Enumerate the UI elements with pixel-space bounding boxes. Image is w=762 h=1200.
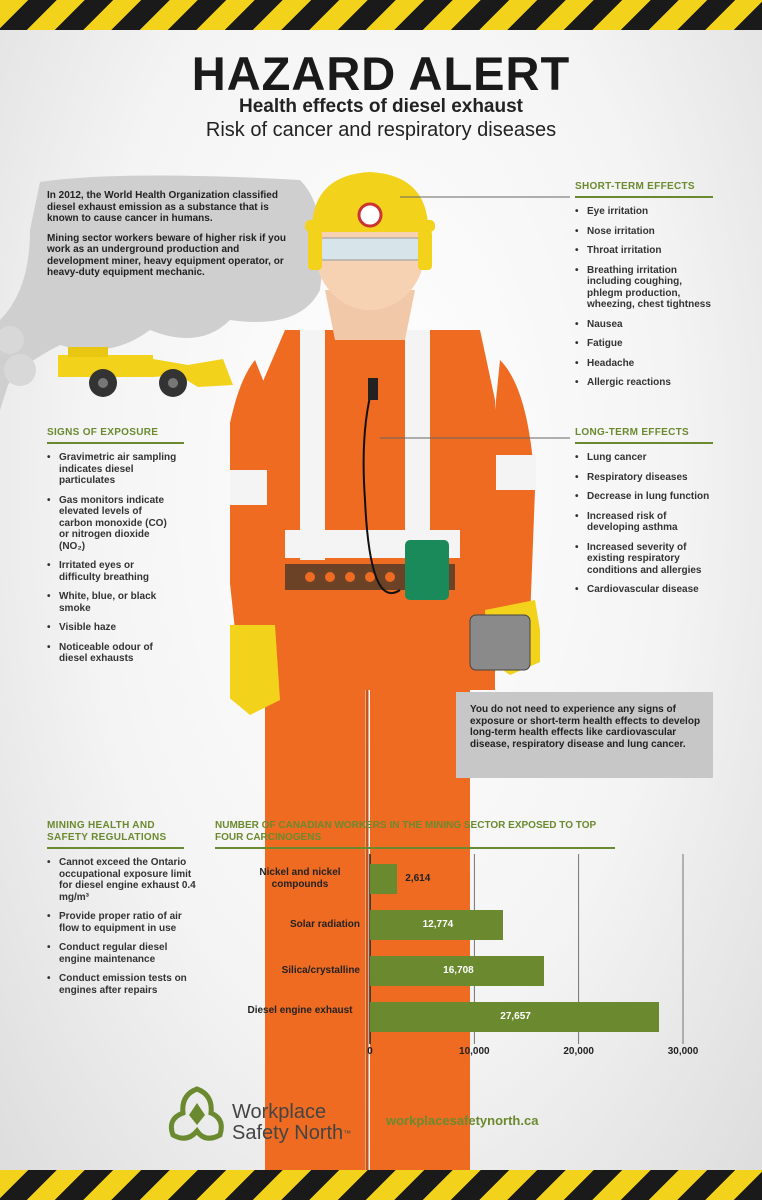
page-title: HAZARD ALERT [191, 47, 571, 100]
list-item: • Decrease in lung function [575, 491, 715, 503]
signs-of-exposure-heading: SIGNS OF EXPOSURE [47, 427, 184, 444]
intro-paragraph-2: Mining sector workers beware of higher risk if you work as an underground production and development miner, heavy equipment operator, or heavy-duty equipment mechanic. [47, 232, 286, 278]
list-item: • Respiratory diseases [575, 472, 715, 484]
warning-note-box: You do not need to experience any signs of exposure or short-term health effects to develop long-term health effects like cardiovascular disease, respiratory disease and lung cancer. [456, 692, 713, 778]
list-item: • Visible haze [47, 622, 177, 634]
list-item: • Gravimetric air sampling indicates diesel particulates [47, 452, 177, 487]
list-item: • Nose irritation [575, 226, 715, 238]
bar-category-label: Solar radiation [289, 919, 360, 930]
bar-category-label: Nickel and nickel compounds [259, 867, 341, 890]
list-item: • Eye irritation [575, 206, 715, 218]
bar-category-label: Diesel engine exhaust [247, 1005, 353, 1016]
list-item: • Conduct regular diesel engine maintenance [47, 942, 202, 965]
regulations-heading-line2: SAFETY REGULATIONS [47, 832, 167, 843]
bar-value-label: 27,657 [500, 1011, 531, 1022]
axis-tick-label: 10,000 [459, 1046, 490, 1057]
list-item: • Nausea [575, 319, 715, 331]
list-item: • Increased risk of developing asthma [575, 511, 715, 534]
list-item: • Breathing irritation including coughing, phlegm production, wheezing, chest tightness [575, 265, 715, 311]
logo-line-2: Safety North [232, 1122, 344, 1144]
list-item: • Cardiovascular disease [575, 584, 715, 596]
workplace-safety-north-logo-icon [165, 1085, 230, 1145]
axis-tick-label: 0 [367, 1046, 373, 1057]
list-item: • Lung cancer [575, 452, 715, 464]
list-item: • Cannot exceed the Ontario occupational exposure limit for diesel engine exhaust 0.4 mg/m³ [47, 857, 202, 903]
list-item: • Provide proper ratio of air flow to equipment in use [47, 911, 202, 934]
list-item: • Throat irritation [575, 245, 715, 257]
bar [370, 864, 397, 894]
page-tagline: Risk of cancer and respiratory diseases [205, 119, 557, 141]
logo-wordmark [232, 1102, 351, 1144]
bar-category-label: Silica/crystalline [281, 965, 360, 976]
list-item: • Gas monitors indicate elevated levels of carbon monoxide (CO) or nitrogen dioxide (NO₂) [47, 495, 177, 553]
list-item: • Increased severity of existing respiratory conditions and allergies [575, 542, 715, 577]
bar-value-label: 12,774 [422, 919, 454, 930]
hazard-stripe-bottom [0, 1170, 762, 1200]
website-link[interactable]: workplacesafetynorth.ca [386, 1113, 539, 1128]
regulations-heading-line1: MINING HEALTH AND [47, 820, 155, 831]
trademark-symbol: ™ [343, 1129, 352, 1138]
list-item: • Conduct emission tests on engines after repairs [47, 973, 202, 996]
long-term-heading: LONG-TERM EFFECTS [575, 427, 713, 444]
chart-title: NUMBER OF CANADIAN WORKERS IN THE MINING SECTOR EXPOSED TO TOP FOUR CARCINOGENS [215, 820, 615, 849]
bar-value-label: 2,614 [405, 873, 431, 884]
axis-tick-label: 20,000 [563, 1046, 594, 1057]
list-item: • Fatigue [575, 338, 715, 350]
list-item: • Headache [575, 358, 715, 370]
logo-line-1: Workplace [232, 1101, 327, 1123]
page-subtitle: Health effects of diesel exhaust [238, 96, 524, 117]
intro-paragraph-1: In 2012, the World Health Organization classified diesel exhaust emission as a substance that is known to cause cancer in humans. [47, 190, 278, 224]
list-item: • Allergic reactions [575, 377, 715, 389]
list-item: • Noticeable odour of diesel exhausts [47, 642, 177, 665]
axis-tick-label: 30,000 [667, 1046, 699, 1057]
list-item: • White, blue, or black smoke [47, 591, 177, 614]
short-term-heading: SHORT-TERM EFFECTS [575, 181, 713, 198]
list-item: • Irritated eyes or difficulty breathing [47, 560, 177, 583]
bar-value-label: 16,708 [443, 965, 474, 976]
